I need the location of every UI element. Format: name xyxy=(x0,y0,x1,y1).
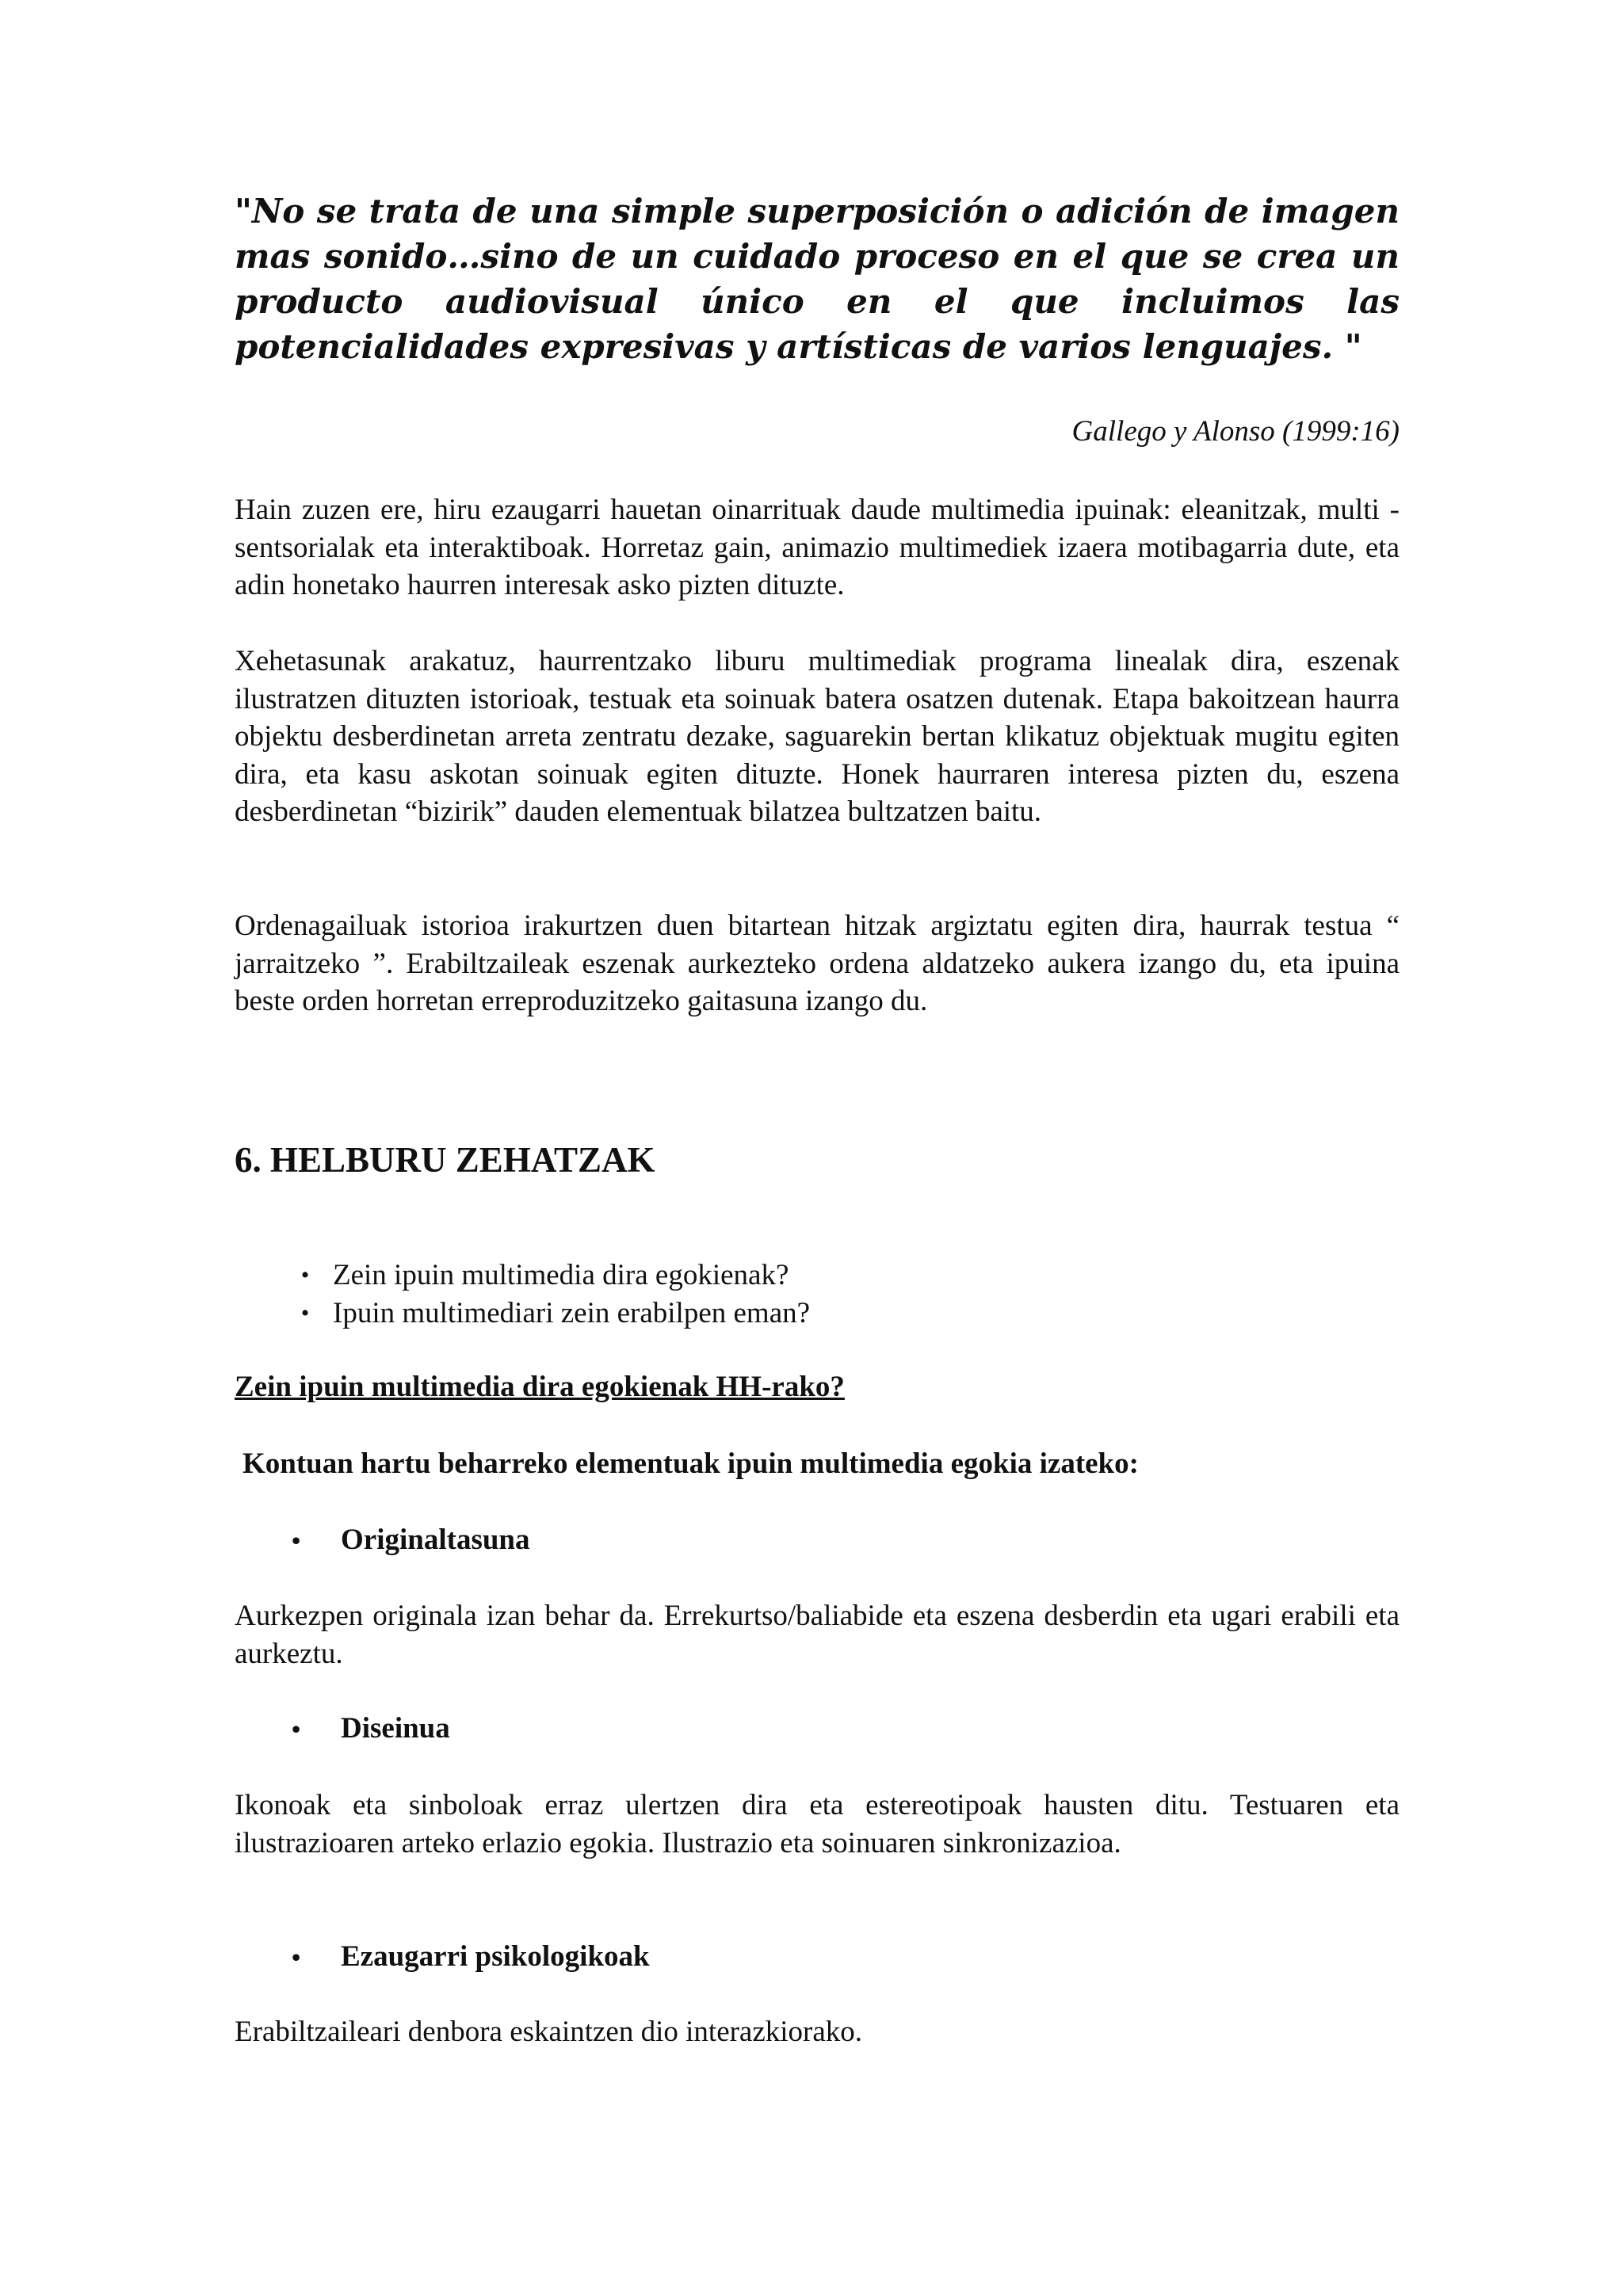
bullet-icon: • xyxy=(300,1262,310,1288)
item-title-text: Ezaugarri psikologikoak xyxy=(341,1940,650,1973)
paragraph-2: Xehetasunak arakatuz, haurrentzako liburu multimediak programa linealak dira, eszenak ilustratzen dituzten istorioak, testuak eta soinuak batera osatzen dutenak. Etapa bakoitzean haurra objektu desberdinetan arreta zentratu dezake, saguarekin bertan klikatuz objektuak mugitu egiten dira, eta kasu askotan soinuak egiten dituzte. Honek haurraren interesa pizten du, eszena desberdinetan “bizirik” dauden elementuak bilatzea bultzatzen baitu. xyxy=(235,645,1400,828)
item-title-text: Originaltasuna xyxy=(341,1524,530,1556)
quote-attribution: Gallego y Alonso (1999:16) xyxy=(1071,415,1400,448)
bullet-icon: • xyxy=(292,1526,301,1554)
item-text-diseinua: Ikonoak eta sinboloak erraz ulertzen dira eta estereotipoak hausten ditu. Testuaren eta ilustrazioaren arteko erlazio egokia. Ilustrazio eta soinuaren sinkronizazioa. xyxy=(235,1789,1400,1859)
list-item xyxy=(293,1257,810,1295)
paragraph-1: Hain zuzen ere, hiru ezaugarri hauetan oinarrituak daude multimedia ipuinak: eleanitzak, multi - sentsorialak eta interaktiboak. Horretaz gain, animazio multimediek izaera motibagarria dute, eta adin honetako haurren interesak asko pizten dituzte. xyxy=(235,494,1400,601)
block-quote: "No se trata de una simple superposición o adición de imagen mas sonido…sino de un cuidado proceso en el que se crea un producto audiovisual único en el que incluimos las potencialidades expresivas y artísticas de varios lenguajes. " xyxy=(235,192,1400,366)
bullet-icon: • xyxy=(292,1714,301,1743)
list-item-text: Ipuin multimediari zein erabilpen eman? xyxy=(333,1297,811,1329)
item-text-ezaugarri-psikologikoak: Erabiltzaileari denbora eskaintzen dio interazkiorako. xyxy=(235,2016,863,2048)
section-heading: 6. HELBURU ZEHATZAK xyxy=(235,1140,655,1180)
paragraph-3: Ordenagailuak istorioa irakurtzen duen bitartean hitzak argiztatu egiten dira, haurrak testua “ jarraitzeko ”. Erabiltzaileak eszenak aurkezteko ordena aldatzeko aukera izango du, eta ipuina beste orden horretan erreproduzitzeko gaitasuna izango du. xyxy=(235,910,1400,1017)
bullet-icon: • xyxy=(300,1300,310,1326)
item-title-ezaugarri-psikologikoak xyxy=(292,1938,650,1976)
item-title-text: Diseinua xyxy=(341,1712,450,1745)
question-list xyxy=(293,1257,810,1333)
item-title-originaltasuna xyxy=(292,1521,530,1559)
item-title-diseinua xyxy=(292,1710,450,1748)
underlined-subheading: Zein ipuin multimedia dira egokienak HH-rako? xyxy=(235,1371,845,1403)
bullet-icon: • xyxy=(292,1943,301,1971)
list-item xyxy=(293,1295,810,1333)
item-text-originaltasuna: Aurkezpen originala izan behar da. Errekurtso/baliabide eta eszena desberdin eta ugari erabili eta aurkeztu. xyxy=(235,1600,1400,1670)
subheading: Kontuan hartu beharreko elementuak ipuin multimedia egokia izateko: xyxy=(242,1447,1139,1480)
list-item-text: Zein ipuin multimedia dira egokienak? xyxy=(333,1259,789,1291)
